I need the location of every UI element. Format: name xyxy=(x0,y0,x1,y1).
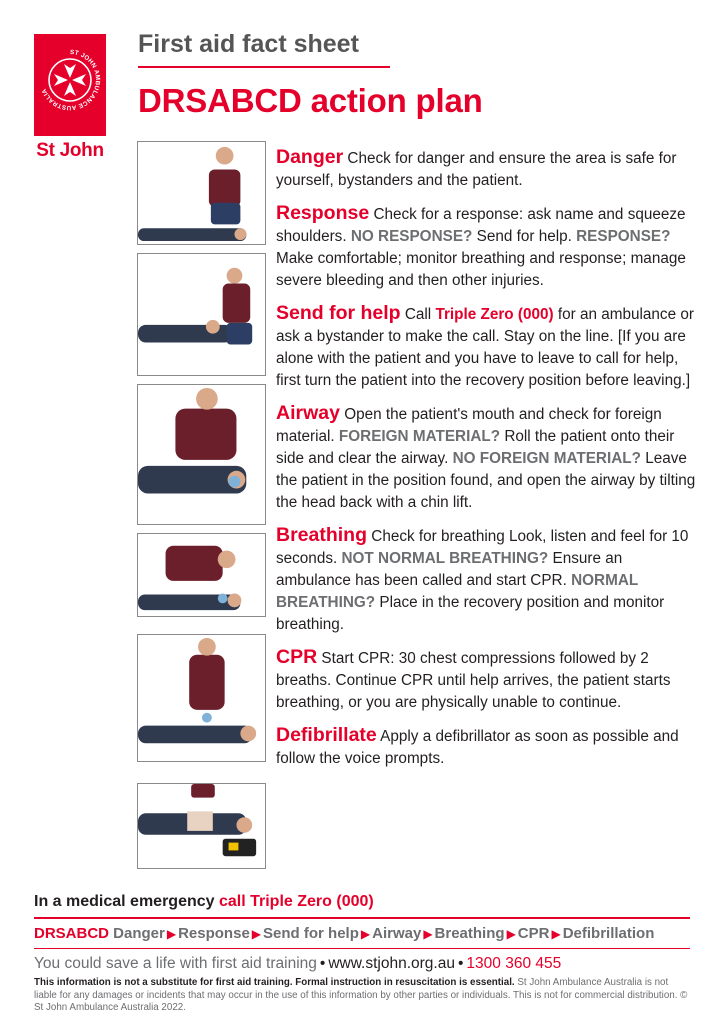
flow-item-send-for-help: Send for help xyxy=(263,924,359,942)
flow-item-response: Response xyxy=(178,924,250,942)
arrow-right-icon: ▶ xyxy=(551,926,561,941)
arrow-right-icon: ▶ xyxy=(360,926,371,941)
page-title: DRSABCD action plan xyxy=(138,82,483,119)
step-text: Open the patient's mouth and check for foreign material. xyxy=(276,406,662,445)
step-defibrillate xyxy=(276,724,696,770)
step-response xyxy=(276,202,696,292)
arrow-right-icon: ▶ xyxy=(423,926,433,941)
step-condition: NO RESPONSE? xyxy=(350,228,473,245)
step-heading: Defibrillate xyxy=(276,724,377,746)
step-danger xyxy=(276,146,696,192)
st-john-logo xyxy=(34,34,106,164)
step-text: Start CPR: 30 chest compressions followed by 2 breaths. Continue CPR until help arrives, the patient starts breathing, or you are physically unable to continue. xyxy=(276,650,671,711)
step-condition: RESPONSE? xyxy=(576,228,671,245)
airway-photo xyxy=(137,533,266,617)
footer-divider xyxy=(34,917,690,919)
step-heading: CPR xyxy=(276,646,318,668)
kicker-divider xyxy=(138,66,390,68)
sheet-kicker: First aid fact sheet xyxy=(138,30,359,58)
flow-item-defibrillation: Defibrillation xyxy=(562,924,655,942)
arrow-right-icon: ▶ xyxy=(166,926,177,941)
promo-text: You could save a life with first aid training xyxy=(34,955,317,972)
emergency-number: Triple Zero (000) xyxy=(435,306,554,323)
action-plan-steps xyxy=(276,146,696,780)
arrow-right-icon: ▶ xyxy=(506,926,516,941)
step-heading: Danger xyxy=(276,146,344,168)
step-text: Call xyxy=(400,306,436,323)
step-condition: NOT NORMAL BREATHING? xyxy=(341,550,549,567)
training-promo xyxy=(34,955,690,973)
flow-item-breathing: Breathing xyxy=(434,924,505,942)
logo-emblem xyxy=(34,34,106,136)
footer-divider xyxy=(34,948,690,950)
flow-item-airway: Airway xyxy=(372,924,422,942)
step-text: Ensure an ambulance has been called and start CPR. xyxy=(276,550,623,589)
disclaimer-bold: This information is not a substitute for first aid training. Formal instruction in resuscitation is essential. xyxy=(34,977,515,988)
phone-link[interactable]: 1300 360 455 xyxy=(466,955,562,972)
flow-item-cpr: CPR xyxy=(517,924,550,942)
response-photo xyxy=(137,253,266,376)
flow-lead: DRSABCD xyxy=(34,924,109,942)
step-condition: NORMAL BREATHING? xyxy=(276,572,638,611)
step-text: Check for breathing Look, listen and feel for 10 seconds. xyxy=(276,528,689,567)
separator-dot: • xyxy=(457,955,464,972)
step-send-for-help xyxy=(276,302,696,392)
arrow-right-icon: ▶ xyxy=(251,926,262,941)
svg-text:ST JOHN AMBULANCE AUSTRALIA: ST JOHN AMBULANCE AUSTRALIA xyxy=(40,48,102,112)
flow-item-danger: Danger xyxy=(113,924,165,942)
emergency-banner xyxy=(34,893,690,911)
step-text: Roll the patient onto their side and clear the airway. xyxy=(276,428,675,467)
send-for-help-photo xyxy=(137,384,266,525)
cpr-photo xyxy=(137,783,266,869)
step-heading: Airway xyxy=(276,402,340,424)
step-heading: Breathing xyxy=(276,524,368,546)
maltese-cross-icon xyxy=(34,34,106,136)
breathing-photo xyxy=(137,634,266,762)
step-text: Place in the recovery position and monitor breathing. xyxy=(276,594,665,633)
step-condition: FOREIGN MATERIAL? xyxy=(338,428,501,445)
footer xyxy=(34,893,690,1015)
step-text: Send for help. xyxy=(472,228,577,245)
step-heading: Send for help xyxy=(276,302,401,324)
logo-wordmark: St John xyxy=(36,140,104,161)
step-condition: NO FOREIGN MATERIAL? xyxy=(452,450,641,467)
step-airway xyxy=(276,402,696,514)
danger-photo xyxy=(137,141,266,245)
step-heading: Response xyxy=(276,202,370,224)
step-text: for an ambulance or ask a bystander to make the call. Stay on the line. [If you are alone with the patient and you have to leave to call for help, first turn the patient into the recovery position before leaving.] xyxy=(276,306,694,389)
disclaimer-text: St John Ambulance Australia is not liable for any damages or incidents that may occur in the use of this information by other parties or individuals. This is not for commercial distribution. © St John Ambulance Australia 2022. xyxy=(34,977,688,1013)
step-text: Apply a defibrillator as soon as possible and follow the voice prompts. xyxy=(276,728,679,767)
separator-dot: • xyxy=(319,955,326,972)
disclaimer xyxy=(34,977,690,1015)
step-text: Make comfortable; monitor breathing and response; manage severe bleeding and then other injuries. xyxy=(276,250,686,289)
step-text: Leave the patient in the position found, and open the airway by tilting the head back with a chin lift. xyxy=(276,450,696,511)
drsabcd-flow xyxy=(34,925,690,942)
emergency-call: call Triple Zero (000) xyxy=(218,893,374,910)
step-cpr xyxy=(276,646,696,714)
emergency-lead: In a medical emergency xyxy=(34,893,219,910)
step-text: Check for a response: ask name and squeeze shoulders. xyxy=(276,206,686,245)
website-link[interactable]: www.stjohn.org.au xyxy=(328,955,455,972)
step-breathing xyxy=(276,524,696,636)
step-text: Check for danger and ensure the area is safe for yourself, bystanders and the patient. xyxy=(276,150,677,189)
